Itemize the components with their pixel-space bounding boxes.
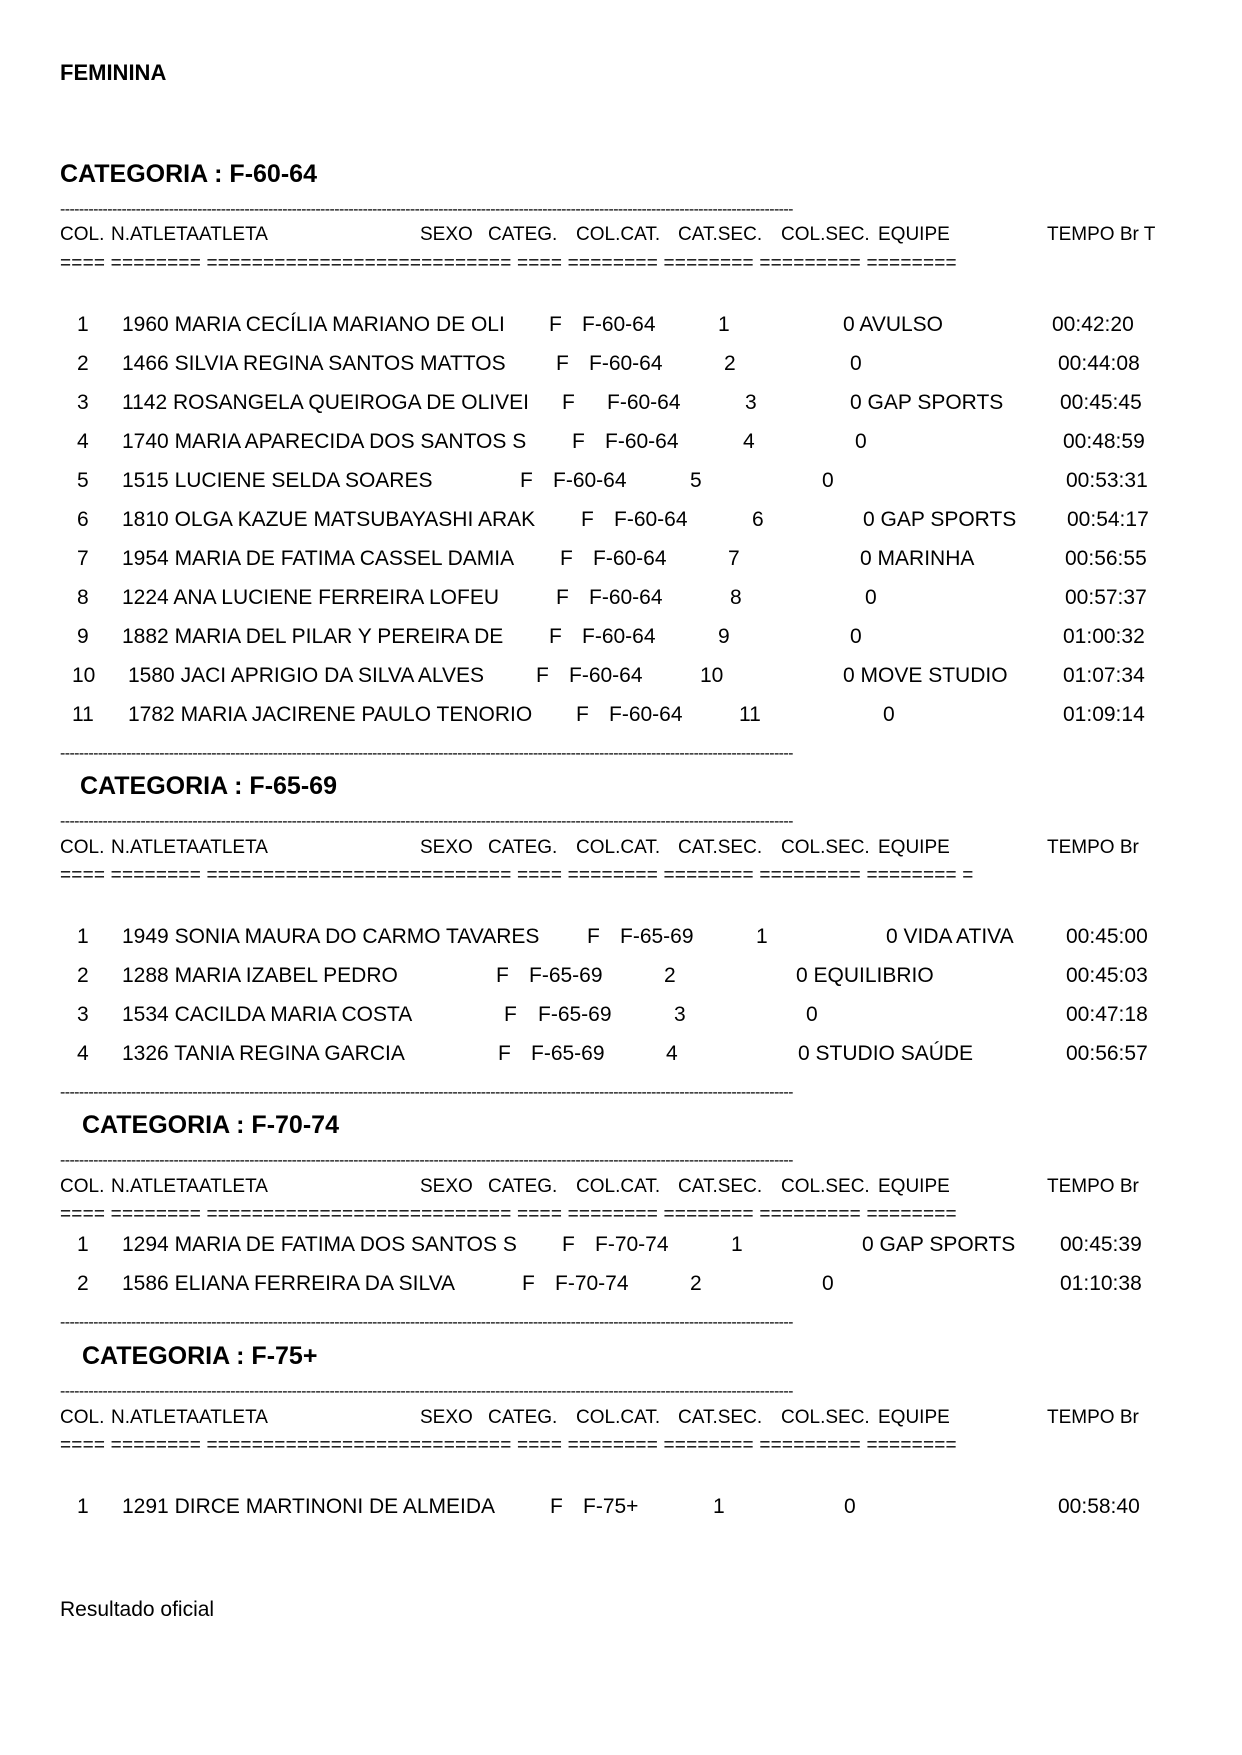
time: 00:44:08 [1058, 352, 1140, 375]
equals-divider: ==== ======== =========================== ==== ======== ======== ========= ======== [60, 1205, 957, 1225]
bib-number: 1740 [122, 430, 169, 453]
position: 2 [77, 1272, 89, 1295]
time: 00:56:57 [1066, 1042, 1148, 1065]
sex: F [562, 391, 575, 414]
time: 00:45:45 [1060, 391, 1142, 414]
bib-number: 1782 [128, 703, 175, 726]
section-position: 0 [865, 586, 877, 609]
section-position: 0 [850, 625, 862, 648]
athlete-name: MARIA DEL PILAR Y PEREIRA DE [174, 625, 504, 648]
category: F-65-69 [620, 925, 694, 948]
category: F-60-64 [605, 430, 679, 453]
athlete-entry [122, 1232, 517, 1258]
team: EQUILIBRIO [813, 964, 934, 987]
athlete-name: MARIA JACIRENE PAULO TENORIO [180, 703, 533, 726]
category: F-75+ [583, 1495, 639, 1518]
category-title: CATEGORIA : F-70-74 [82, 1111, 339, 1139]
header-col-cat: COL.CAT. [576, 1407, 661, 1428]
bib-number: 1294 [122, 1233, 169, 1256]
category-position: 1 [756, 925, 768, 948]
header-equipe: EQUIPE [878, 837, 950, 858]
header-tempo: TEMPO Br [1047, 837, 1139, 858]
athlete-entry [122, 924, 539, 950]
section-position: 0 [798, 1042, 810, 1065]
category-position: 2 [690, 1272, 702, 1295]
header-cat-sec: CAT.SEC. [678, 1176, 763, 1197]
category: F-60-64 [593, 547, 667, 570]
category-position: 6 [752, 508, 764, 531]
section-position-team [796, 963, 934, 989]
header-equipe: EQUIPE [878, 224, 950, 245]
section-position: 0 [806, 1003, 818, 1026]
section-position: 0 [862, 1233, 874, 1256]
header-n-atleta: N.ATLETA [111, 1407, 199, 1428]
sex: F [498, 1042, 511, 1065]
time: 01:00:32 [1063, 625, 1145, 648]
athlete-name: MARIA APARECIDA DOS SANTOS S [174, 430, 527, 453]
header-atleta: ATLETA [199, 1407, 268, 1428]
section-position: 0 [850, 391, 862, 414]
team: MARINHA [877, 547, 975, 570]
category-position: 3 [745, 391, 757, 414]
header-col: COL. [60, 1407, 105, 1428]
section-position: 0 [822, 1272, 834, 1295]
section-position: 0 [855, 430, 867, 453]
category-position: 5 [690, 469, 702, 492]
position: 1 [77, 925, 89, 948]
section-position-team [843, 663, 1008, 689]
section-position: 0 [844, 1495, 856, 1518]
bib-number: 1882 [122, 625, 169, 648]
section-position-team [886, 924, 1014, 950]
bib-number: 1586 [122, 1272, 169, 1295]
section-position: 0 [886, 925, 898, 948]
section-position: 0 [796, 964, 808, 987]
category-position: 2 [724, 352, 736, 375]
section-position-team [843, 312, 943, 338]
category: F-60-64 [609, 703, 683, 726]
header-col-cat: COL.CAT. [576, 837, 661, 858]
category: F-70-74 [595, 1233, 669, 1256]
athlete-entry [122, 390, 529, 416]
athlete-entry [122, 624, 503, 650]
section-position-team [865, 585, 883, 611]
athlete-name: ROSANGELA QUEIROGA DE OLIVEI [173, 391, 529, 414]
category-position: 7 [728, 547, 740, 570]
header-col-sec: COL.SEC. [781, 1407, 870, 1428]
athlete-name: LUCIENE SELDA SOARES [174, 469, 433, 492]
section-position-team [806, 1002, 824, 1028]
team: GAP SPORTS [867, 391, 1004, 414]
sex: F [560, 547, 573, 570]
team: MOVE STUDIO [860, 664, 1008, 687]
position: 1 [77, 1495, 89, 1518]
bib-number: 1580 [128, 664, 175, 687]
time: 00:45:00 [1066, 925, 1148, 948]
bib-number: 1326 [122, 1042, 169, 1065]
sex: F [550, 1495, 563, 1518]
header-col: COL. [60, 837, 105, 858]
dash-divider: ----------------------------------------------------------------------------------------------------------------------------------------------------------- [60, 1084, 793, 1101]
time: 00:45:39 [1060, 1233, 1142, 1256]
sex: F [556, 586, 569, 609]
bib-number: 1142 [122, 391, 168, 414]
header-sexo: SEXO [420, 224, 473, 245]
position: 1 [77, 313, 89, 336]
position: 4 [77, 430, 89, 453]
athlete-name: TANIA REGINA GARCIA [174, 1042, 405, 1065]
section-position-team [862, 1232, 1015, 1258]
sex: F [562, 1233, 575, 1256]
sex: F [581, 508, 594, 531]
sex: F [504, 1003, 517, 1026]
team: VIDA ATIVA [903, 925, 1014, 948]
team: GAP SPORTS [879, 1233, 1016, 1256]
header-tempo: TEMPO Br T [1047, 224, 1156, 245]
athlete-entry [122, 585, 499, 611]
time: 00:45:03 [1066, 964, 1148, 987]
header-sexo: SEXO [420, 1176, 473, 1197]
section-position: 0 [843, 313, 855, 336]
category: F-65-69 [529, 964, 603, 987]
position: 1 [77, 1233, 89, 1256]
header-cat-sec: CAT.SEC. [678, 1407, 763, 1428]
dash-divider: ----------------------------------------------------------------------------------------------------------------------------------------------------------- [60, 201, 793, 218]
header-col-cat: COL.CAT. [576, 224, 661, 245]
athlete-name: SILVIA REGINA SANTOS MATTOS [174, 352, 506, 375]
category-position: 4 [743, 430, 755, 453]
header-col-cat: COL.CAT. [576, 1176, 661, 1197]
athlete-name: ELIANA FERREIRA DA SILVA [174, 1272, 456, 1295]
header-categ: CATEG. [488, 837, 558, 858]
time: 00:54:17 [1067, 508, 1149, 531]
time: 00:53:31 [1066, 469, 1148, 492]
time: 00:48:59 [1063, 430, 1145, 453]
section-position: 0 [843, 664, 855, 687]
header-col-sec: COL.SEC. [781, 224, 870, 245]
category: F-60-64 [614, 508, 688, 531]
sex: F [572, 430, 585, 453]
athlete-entry [122, 468, 433, 494]
athlete-name: JACI APRIGIO DA SILVA ALVES [180, 664, 485, 687]
section-position-team [883, 702, 901, 728]
section-position-team [860, 546, 974, 572]
category-position: 1 [731, 1233, 743, 1256]
section-position: 0 [850, 352, 862, 375]
position: 3 [77, 391, 89, 414]
section-position-team [798, 1041, 973, 1067]
athlete-name: SONIA MAURA DO CARMO TAVARES [174, 925, 540, 948]
athlete-entry [122, 312, 505, 338]
athlete-entry [122, 1002, 412, 1028]
athlete-entry [128, 702, 532, 728]
category-position: 4 [666, 1042, 678, 1065]
header-n-atleta: N.ATLETA [111, 224, 199, 245]
athlete-entry [122, 1494, 495, 1520]
section-position-team [822, 468, 840, 494]
athlete-entry [128, 663, 484, 689]
section-position: 0 [822, 469, 834, 492]
category-position: 2 [664, 964, 676, 987]
time: 00:42:20 [1052, 313, 1134, 336]
header-n-atleta: N.ATLETA [111, 837, 199, 858]
category-title: CATEGORIA : F-65-69 [80, 772, 337, 800]
position: 5 [77, 469, 89, 492]
header-col-sec: COL.SEC. [781, 837, 870, 858]
section-position: 0 [860, 547, 872, 570]
bib-number: 1224 [122, 586, 169, 609]
section-position-team [844, 1494, 862, 1520]
section-position-team [850, 624, 868, 650]
section-position-team [822, 1271, 840, 1297]
sex: F [536, 664, 549, 687]
athlete-entry [122, 963, 398, 989]
category: F-60-64 [569, 664, 643, 687]
dash-divider: ----------------------------------------------------------------------------------------------------------------------------------------------------------- [60, 1314, 793, 1331]
header-n-atleta: N.ATLETA [111, 1176, 199, 1197]
athlete-entry [122, 1041, 405, 1067]
header-tempo: TEMPO Br [1047, 1407, 1139, 1428]
time: 00:57:37 [1065, 586, 1147, 609]
category: F-60-64 [589, 586, 663, 609]
category: F-60-64 [582, 313, 656, 336]
equals-divider: ==== ======== =========================== ==== ======== ======== ========= ======== [60, 254, 957, 274]
position: 8 [77, 586, 89, 609]
category-title: CATEGORIA : F-60-64 [60, 160, 317, 188]
team: STUDIO SAÚDE [815, 1042, 974, 1065]
bib-number: 1466 [122, 352, 169, 375]
category: F-60-64 [607, 391, 681, 414]
category-position: 3 [674, 1003, 686, 1026]
header-categ: CATEG. [488, 224, 558, 245]
athlete-entry [122, 546, 514, 572]
position: 11 [72, 703, 94, 726]
position: 7 [77, 547, 89, 570]
sex: F [496, 964, 509, 987]
category-title: CATEGORIA : F-75+ [82, 1342, 318, 1370]
athlete-name: DIRCE MARTINONI DE ALMEIDA [174, 1495, 496, 1518]
dash-divider: ----------------------------------------------------------------------------------------------------------------------------------------------------------- [60, 1152, 793, 1169]
bib-number: 1949 [122, 925, 169, 948]
category: F-65-69 [531, 1042, 605, 1065]
header-atleta: ATLETA [199, 224, 268, 245]
section-position-team [863, 507, 1016, 533]
sex: F [556, 352, 569, 375]
category: F-60-64 [553, 469, 627, 492]
athlete-name: ANA LUCIENE FERREIRA LOFEU [173, 586, 499, 609]
athlete-name: MARIA CECÍLIA MARIANO DE OLI [174, 313, 505, 336]
header-sexo: SEXO [420, 1407, 473, 1428]
dash-divider: ----------------------------------------------------------------------------------------------------------------------------------------------------------- [60, 1383, 793, 1400]
athlete-entry [122, 351, 506, 377]
category: F-65-69 [538, 1003, 612, 1026]
header-tempo: TEMPO Br [1047, 1176, 1139, 1197]
sex: F [587, 925, 600, 948]
sex: F [576, 703, 589, 726]
time: 00:58:40 [1058, 1495, 1140, 1518]
athlete-name: OLGA KAZUE MATSUBAYASHI ARAK [174, 508, 536, 531]
header-atleta: ATLETA [199, 837, 268, 858]
equals-divider: ==== ======== =========================== ==== ======== ======== ========= ======== [60, 1436, 957, 1456]
header-atleta: ATLETA [199, 1176, 268, 1197]
footer-note: Resultado oficial [60, 1598, 215, 1621]
time: 01:07:34 [1063, 664, 1145, 687]
header-col: COL. [60, 224, 105, 245]
header-categ: CATEG. [488, 1407, 558, 1428]
section-position: 0 [863, 508, 875, 531]
position: 2 [77, 964, 89, 987]
category-position: 1 [713, 1495, 725, 1518]
equals-divider: ==== ======== =========================== ==== ======== ======== ========= ======== = [60, 866, 974, 886]
team: AVULSO [859, 313, 944, 336]
athlete-entry [122, 429, 526, 455]
bib-number: 1810 [122, 508, 169, 531]
position: 4 [77, 1042, 89, 1065]
dash-divider: ----------------------------------------------------------------------------------------------------------------------------------------------------------- [60, 813, 793, 830]
bib-number: 1288 [122, 964, 169, 987]
position: 6 [77, 508, 89, 531]
bib-number: 1534 [122, 1003, 169, 1026]
section-position: 0 [883, 703, 895, 726]
bib-number: 1954 [122, 547, 169, 570]
bib-number: 1291 [122, 1495, 169, 1518]
category: F-60-64 [589, 352, 663, 375]
athlete-name: MARIA DE FATIMA DOS SANTOS S [174, 1233, 517, 1256]
team: GAP SPORTS [880, 508, 1017, 531]
section-position-team [855, 429, 873, 455]
header-equipe: EQUIPE [878, 1407, 950, 1428]
bib-number: 1960 [122, 313, 169, 336]
category-position: 11 [739, 703, 761, 726]
athlete-name: MARIA IZABEL PEDRO [174, 964, 398, 987]
dash-divider: ----------------------------------------------------------------------------------------------------------------------------------------------------------- [60, 745, 793, 762]
bib-number: 1515 [122, 469, 169, 492]
time: 00:47:18 [1066, 1003, 1148, 1026]
position: 10 [72, 664, 96, 687]
header-col: COL. [60, 1176, 105, 1197]
time: 00:56:55 [1065, 547, 1147, 570]
header-cat-sec: CAT.SEC. [678, 224, 763, 245]
header-col-sec: COL.SEC. [781, 1176, 870, 1197]
sex: F [520, 469, 533, 492]
header-equipe: EQUIPE [878, 1176, 950, 1197]
sex: F [549, 313, 562, 336]
position: 2 [77, 352, 89, 375]
header-categ: CATEG. [488, 1176, 558, 1197]
athlete-entry [122, 507, 535, 533]
time: 01:10:38 [1060, 1272, 1142, 1295]
position: 9 [77, 625, 89, 648]
category-position: 1 [718, 313, 730, 336]
document-title: FEMININA [60, 60, 167, 85]
header-cat-sec: CAT.SEC. [678, 837, 763, 858]
category-position: 9 [718, 625, 730, 648]
header-sexo: SEXO [420, 837, 473, 858]
sex: F [549, 625, 562, 648]
time: 01:09:14 [1063, 703, 1145, 726]
section-position-team [850, 351, 868, 377]
section-position-team [850, 390, 1003, 416]
sex: F [522, 1272, 535, 1295]
athlete-name: MARIA DE FATIMA CASSEL DAMIA [174, 547, 515, 570]
category-position: 8 [730, 586, 742, 609]
category-position: 10 [700, 664, 724, 687]
category: F-60-64 [582, 625, 656, 648]
position: 3 [77, 1003, 89, 1026]
athlete-name: CACILDA MARIA COSTA [174, 1003, 413, 1026]
category: F-70-74 [555, 1272, 629, 1295]
athlete-entry [122, 1271, 455, 1297]
